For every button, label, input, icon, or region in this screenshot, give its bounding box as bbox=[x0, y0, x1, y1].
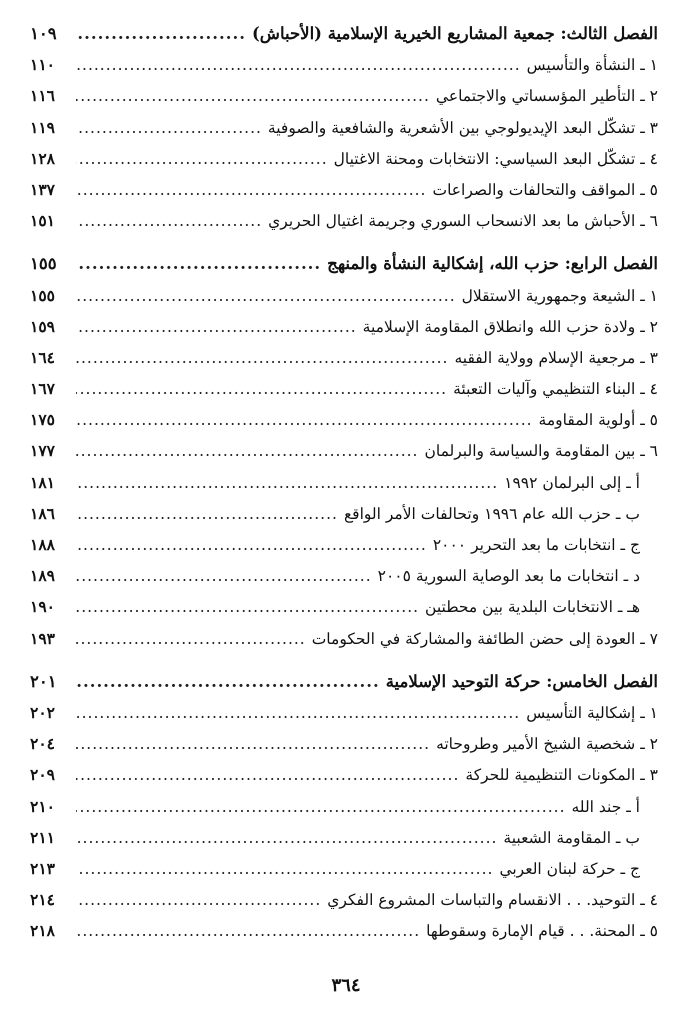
toc-entry-title: هـ ـ الانتخابات البلدية بين محطتين bbox=[425, 598, 640, 617]
toc-entry-title: ٥ ـ المحنة. . . قيام الإمارة وسقوطها bbox=[426, 922, 658, 941]
page-number: ٣٦٤ bbox=[331, 975, 361, 996]
toc-entry-page: ١٦٧ bbox=[30, 379, 55, 399]
dot-leader bbox=[76, 760, 459, 791]
dot-leader bbox=[76, 592, 419, 623]
toc-entry bbox=[30, 915, 658, 946]
toc-entry bbox=[30, 280, 658, 311]
toc-entry-page: ١٨١ bbox=[30, 472, 55, 492]
toc-entry-title: ٣ ـ تشكّل البعد الإيديولوجي بين الأشعرية والشافعية والصوفية bbox=[267, 118, 658, 137]
chapter-heading bbox=[30, 18, 658, 49]
toc-entry-title: ٤ ـ التوحيد. . . الانقسام والتباسات المشروع الفكري bbox=[327, 891, 658, 910]
toc-entry-page: ٢١٠ bbox=[30, 796, 55, 816]
toc-entry-title: ٥ ـ أولوية المقاومة bbox=[538, 411, 658, 430]
toc-entry bbox=[30, 404, 658, 435]
toc-entry-title: ٣ ـ مرجعية الإسلام وولاية الفقيه bbox=[454, 348, 658, 367]
toc-entry bbox=[30, 112, 658, 143]
dot-leader bbox=[76, 885, 321, 916]
section-gap bbox=[30, 236, 658, 248]
toc-entry-page: ٢١٣ bbox=[30, 858, 55, 878]
toc-entry-page: ١٠٩ bbox=[30, 24, 57, 43]
dot-leader bbox=[76, 81, 430, 112]
toc-entry-page: ١٨٩ bbox=[30, 566, 55, 586]
toc-entry-title: ٢ ـ شخصية الشيخ الأمير وطروحاته bbox=[436, 735, 658, 754]
toc-entry-title: ٣ ـ المكونات التنظيمية للحركة bbox=[465, 766, 658, 785]
dot-leader bbox=[76, 916, 420, 947]
toc-entry-title: ب ـ حزب الله عام ١٩٩٦ وتحالفات الأمر الواقع bbox=[343, 504, 640, 523]
dot-leader bbox=[76, 281, 456, 312]
toc-entry-page: ١٧٥ bbox=[30, 410, 55, 430]
dot-leader bbox=[76, 113, 262, 144]
toc-entry-page: ١١٠ bbox=[30, 55, 55, 75]
toc-entry-title: الفصل الثالث: جمعية المشاريع الخيرية الإسلامية (الأحباش) bbox=[252, 24, 658, 43]
toc-entry bbox=[30, 80, 658, 111]
dot-leader bbox=[76, 698, 520, 729]
toc-entry-page: ٢٠٤ bbox=[30, 734, 55, 754]
toc-entry-page: ١٢٨ bbox=[30, 148, 55, 168]
dot-leader bbox=[76, 374, 447, 405]
dot-leader bbox=[76, 312, 357, 343]
toc-entry bbox=[30, 884, 658, 915]
toc-entry-page: ٢٠٢ bbox=[30, 702, 55, 722]
toc-entry-title: د ـ انتخابات ما بعد الوصاية السورية ٢٠٠٥ bbox=[377, 567, 640, 586]
dot-leader bbox=[76, 248, 321, 279]
dot-leader bbox=[76, 343, 448, 374]
toc-entry-page: ١٥٩ bbox=[30, 316, 55, 336]
toc-entry-title: ٢ ـ ولادة حزب الله وانطلاق المقاومة الإسلامية bbox=[362, 317, 658, 336]
toc-entry bbox=[30, 728, 658, 759]
toc-subentry bbox=[30, 529, 658, 560]
toc-entry-page: ٢٠٩ bbox=[30, 765, 55, 785]
toc-subentry bbox=[30, 822, 658, 853]
toc-subentry bbox=[30, 560, 658, 591]
toc-entry-title: ٦ ـ الأحباش ما بعد الانسحاب السوري وجريمة اغتيال الحريري bbox=[268, 212, 658, 231]
toc-entry-page: ١٧٧ bbox=[30, 441, 55, 461]
toc-entry bbox=[30, 49, 658, 80]
toc-entry bbox=[30, 697, 658, 728]
toc-entry-title: أ ـ إلى البرلمان ١٩٩٢ bbox=[504, 473, 640, 492]
toc-entry-page: ٢١١ bbox=[30, 827, 55, 847]
toc-entry-page: ١٥٥ bbox=[30, 254, 57, 274]
toc-entry-page: ١٩٠ bbox=[30, 597, 55, 617]
toc-entry-title: ٧ ـ العودة إلى حضن الطائفة والمشاركة في الحكومات bbox=[311, 629, 658, 648]
dot-leader bbox=[76, 530, 427, 561]
toc-entry-page: ١٥١ bbox=[30, 211, 55, 231]
toc-entry-page: ١١٦ bbox=[30, 86, 55, 106]
dot-leader bbox=[76, 405, 533, 436]
dot-leader bbox=[76, 666, 380, 697]
toc-entry bbox=[30, 342, 658, 373]
toc-entry-title: ٤ ـ البناء التنظيمي وآليات التعبئة bbox=[453, 380, 658, 399]
toc-entry bbox=[30, 174, 658, 205]
toc-entry bbox=[30, 759, 658, 790]
dot-leader bbox=[76, 729, 430, 760]
toc-entry-title: ١ ـ الشيعة وجمهورية الاستقلال bbox=[461, 286, 658, 305]
toc-entry bbox=[30, 311, 658, 342]
toc-entry-title: ج ـ حركة لبنان العربي bbox=[499, 859, 640, 878]
toc-entry-title: ٦ ـ بين المقاومة والسياسة والبرلمان bbox=[424, 442, 658, 461]
toc-entry-page: ١٦٤ bbox=[30, 347, 55, 367]
toc-entry-page: ١٩٣ bbox=[30, 628, 55, 648]
dot-leader bbox=[76, 18, 246, 49]
toc-entry-title: ٥ ـ المواقف والتحالفات والصراعات bbox=[432, 180, 658, 199]
toc-entry-title: ج ـ انتخابات ما بعد التحرير ٢٠٠٠ bbox=[432, 536, 640, 554]
toc-entry-page: ١٥٥ bbox=[30, 285, 55, 305]
toc-entry-page: ١١٩ bbox=[30, 117, 55, 137]
toc-entry bbox=[30, 143, 658, 174]
toc-subentry bbox=[30, 498, 658, 529]
toc-entry bbox=[30, 623, 658, 654]
toc-entry-title: ٢ ـ التأطير المؤسساتي والاجتماعي bbox=[435, 87, 658, 106]
toc-entry bbox=[30, 435, 658, 466]
dot-leader bbox=[76, 561, 372, 592]
toc-subentry bbox=[30, 591, 658, 622]
toc-entry-page: ١٣٧ bbox=[30, 179, 55, 199]
toc-entry-page: ١٨٨ bbox=[30, 535, 55, 554]
dot-leader bbox=[76, 50, 521, 81]
toc-entry-title: أ ـ جند الله bbox=[571, 797, 640, 816]
dot-leader bbox=[76, 206, 262, 237]
toc-entry-title: ١ ـ النشأة والتأسيس bbox=[526, 56, 658, 75]
dot-leader bbox=[76, 436, 418, 467]
toc-entry-page: ٢٠١ bbox=[30, 671, 57, 691]
dot-leader bbox=[76, 823, 497, 854]
dot-leader bbox=[76, 499, 338, 530]
table-of-contents bbox=[30, 18, 658, 946]
dot-leader bbox=[76, 175, 426, 206]
dot-leader bbox=[76, 144, 328, 175]
toc-entry-page: ١٨٦ bbox=[30, 503, 55, 523]
toc-entry-title: ٤ ـ تشكّل البعد السياسي: الانتخابات ومحنة الاغتيال bbox=[333, 149, 658, 168]
dot-leader bbox=[76, 792, 566, 823]
toc-entry-page: ٢١٤ bbox=[30, 890, 55, 910]
dot-leader bbox=[76, 624, 306, 655]
toc-subentry bbox=[30, 467, 658, 498]
dot-leader bbox=[76, 468, 498, 499]
toc-entry bbox=[30, 373, 658, 404]
toc-subentry bbox=[30, 853, 658, 884]
toc-entry-title: ب ـ المقاومة الشعبية bbox=[503, 828, 640, 847]
toc-entry-title: الفصل الخامس: حركة التوحيد الإسلامية bbox=[385, 671, 658, 691]
toc-entry-title: ١ ـ إشكالية التأسيس bbox=[526, 703, 658, 722]
toc-entry-page: ٢١٨ bbox=[30, 921, 55, 941]
chapter-heading bbox=[30, 666, 658, 697]
chapter-heading bbox=[30, 248, 658, 279]
dot-leader bbox=[76, 854, 493, 885]
section-gap bbox=[30, 654, 658, 666]
toc-subentry bbox=[30, 791, 658, 822]
toc-entry-title: الفصل الرابع: حزب الله، إشكالية النشأة والمنهج bbox=[327, 254, 658, 274]
toc-entry bbox=[30, 205, 658, 236]
